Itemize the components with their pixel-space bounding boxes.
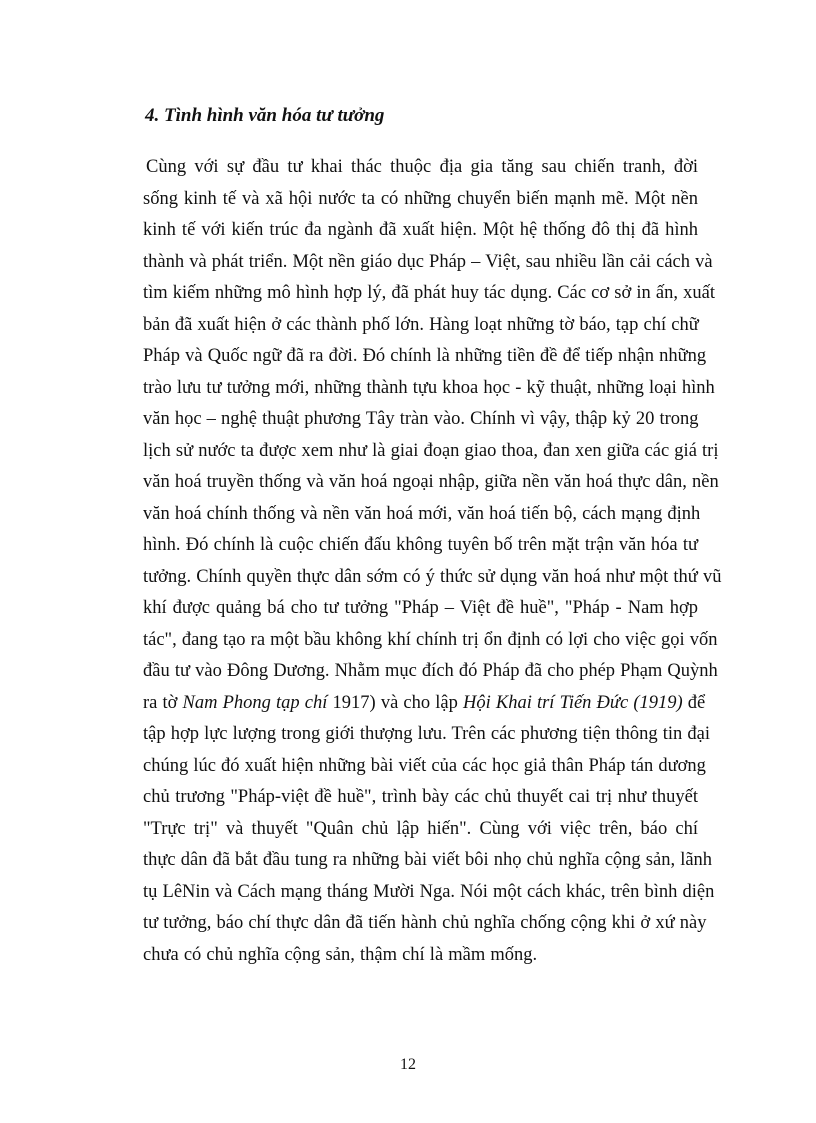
text-line: tụ LêNin và Cách mạng tháng Mười Nga. Nói một cách khác, trên bình diện [143, 881, 715, 902]
text-line: văn hoá chính thống và nền văn hoá mới, văn hoá tiến bộ, cách mạng định [143, 503, 701, 524]
text-line: "Trực trị" và thuyết "Quân chủ lập hiến". Cùng với việc trên, báo chí [143, 818, 698, 839]
text-line: đầu tư vào Đông Dương. Nhằm mục đích đó Pháp đã cho phép Phạm Quỳnh [143, 661, 718, 681]
text-line: trào lưu tư tưởng mới, những thành tựu khoa học - kỹ thuật, những loại hình [143, 377, 715, 398]
text-line: hình. Đó chính là cuộc chiến đấu không tuyên bố trên mặt trận văn hóa tư [143, 535, 698, 555]
text-line: lịch sử nước ta được xem như là giai đoạn giao thoa, đan xen giữa các giá trị [143, 440, 719, 461]
text-line: văn học – nghệ thuật phương Tây tràn vào. Chính vì vậy, thập kỷ 20 trong [143, 409, 699, 429]
text-line: khí được quảng bá cho tư tưởng "Pháp – Việt đề huề", "Pháp - Nam hợp [143, 598, 698, 618]
publication-title: Nam Phong tạp chí [182, 692, 328, 713]
text-fragment: để [682, 692, 706, 713]
section-heading: 4. Tình hình văn hóa tư tưởng [145, 105, 385, 126]
text-line: sống kinh tế và xã hội nước ta có những chuyển biến mạnh mẽ. Một nền [143, 188, 698, 209]
text-line: Cùng với sự đầu tư khai thác thuộc địa gia tăng sau chiến tranh, đời [146, 157, 698, 177]
organization-title: Hội Khai trí Tiến Đức (1919) [462, 692, 683, 713]
text-line: bản đã xuất hiện ở các thành phố lớn. Hàng loạt những tờ báo, tạp chí chữ [143, 314, 699, 335]
text-line: thực dân đã bắt đầu tung ra những bài viết bôi nhọ chủ nghĩa cộng sản, lãnh [143, 850, 713, 870]
text-fragment: 1917) và cho lập [327, 692, 463, 713]
text-fragment: ra tờ [143, 692, 183, 713]
text-line: thành và phát triển. Một nền giáo dục Pháp – Việt, sau nhiều lần cải cách và [143, 251, 713, 272]
text-line: tìm kiếm những mô hình hợp lý, đã phát huy tác dụng. Các cơ sở in ấn, xuất [143, 283, 715, 303]
text-line: kinh tế với kiến trúc đa ngành đã xuất hiện. Một hệ thống đô thị đã hình [143, 220, 698, 240]
page-number: 12 [400, 1056, 416, 1073]
text-line: tập hợp lực lượng trong giới thượng lưu. Trên các phương tiện thông tin đại [143, 724, 710, 744]
text-line-with-titles [143, 688, 706, 720]
text-line: tác", đang tạo ra một bầu không khí chính trị ổn định có lợi cho việc gọi vốn [143, 629, 718, 650]
text-line: Pháp và Quốc ngữ đã ra đời. Đó chính là những tiền đề để tiếp nhận những [143, 346, 707, 366]
text-line: chúng lúc đó xuất hiện những bài viết của các học giả thân Pháp tán dương [143, 755, 706, 776]
text-line: chủ trương "Pháp-việt đề huề", trình bày các chủ thuyết cai trị như thuyết [143, 787, 698, 807]
body-paragraph [143, 152, 722, 971]
text-line: văn hoá truyền thống và văn hoá ngoại nhập, giữa nền văn hoá thực dân, nền [143, 472, 719, 492]
text-line: tư tưởng, báo chí thực dân đã tiến hành chủ nghĩa chống cộng khi ở xứ này [143, 913, 707, 933]
text-line: tưởng. Chính quyền thực dân sớm có ý thức sử dụng văn hoá như một thứ vũ [143, 566, 722, 587]
text-line: chưa có chủ nghĩa cộng sản, thậm chí là mầm mống. [143, 944, 538, 965]
